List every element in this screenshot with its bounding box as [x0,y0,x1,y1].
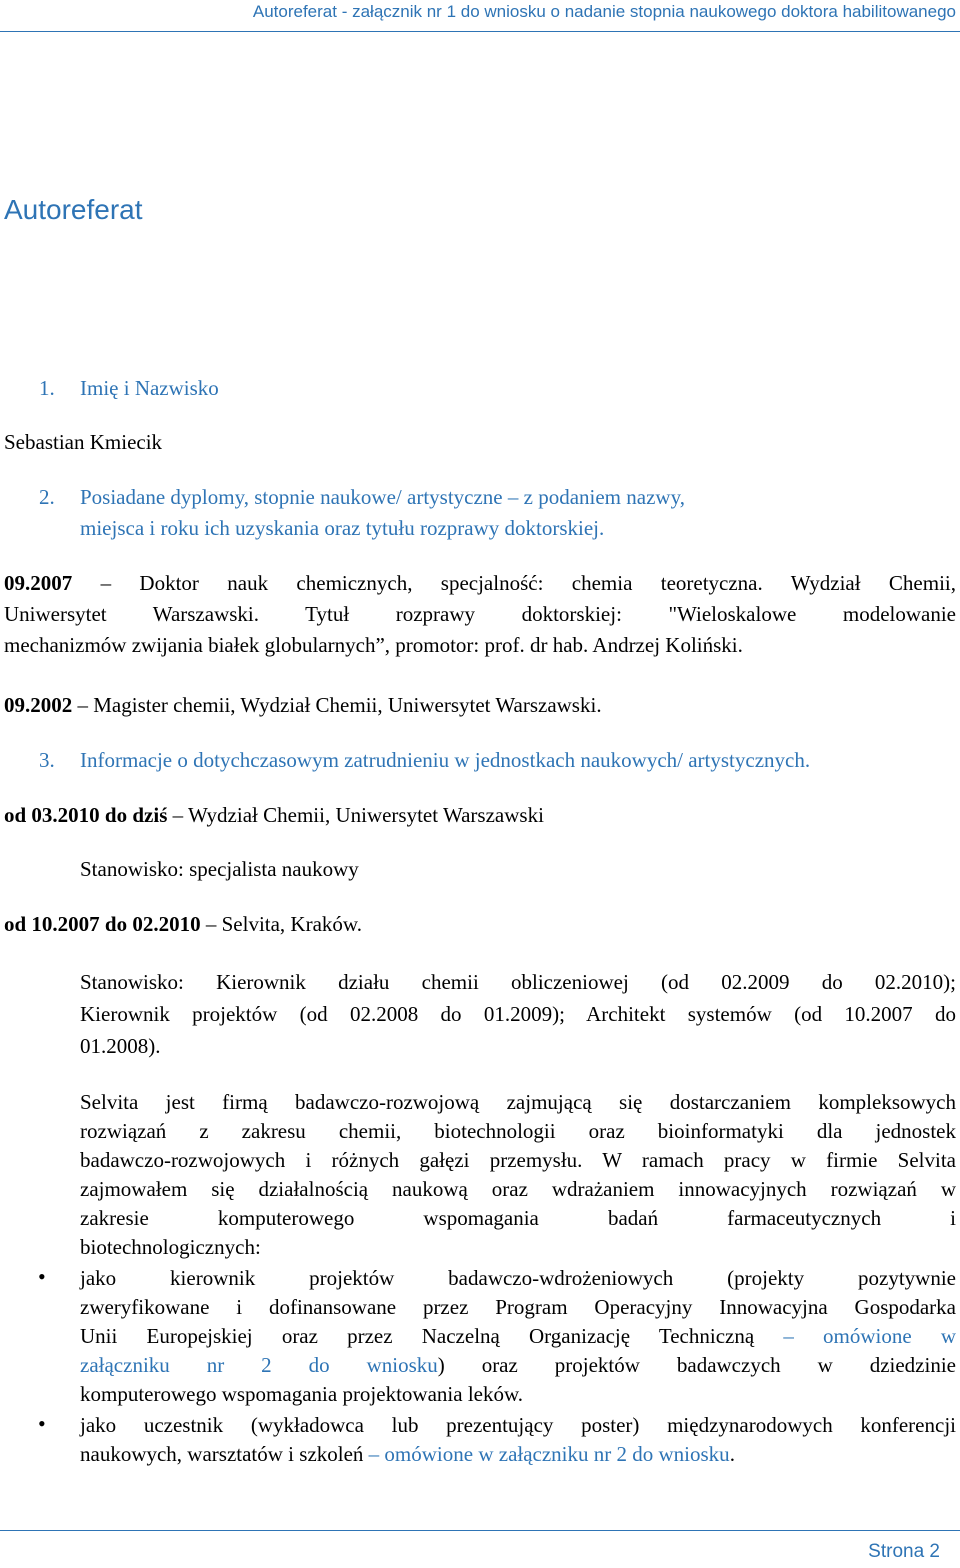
attachment-reference-1a: – omówione w [783,1324,957,1348]
selvita-line5: zakresie komputerowego wspomagania badań farmaceutycznych i [80,1206,956,1230]
bullet-1-line2: zweryfikowane i dofinansowane przez Program Operacyjny Innowacyjna Gospodarka [80,1295,956,1319]
bullet-item-1 [80,1264,956,1409]
bullet-1-line3-text: Unii Europejskiej oraz przez Naczelną Organizację Techniczną [80,1324,784,1348]
phd-entry [4,568,956,661]
bullet-1-line4 [80,1351,956,1380]
bullet-2-line2-text: naukowych, warsztatów i szkoleń [80,1442,369,1466]
bullet-2-line1: jako uczestnik (wykładowca lub prezentujący poster) międzynarodowych konferencji [80,1413,956,1437]
job-2-employer: – Selvita, Kraków. [200,912,362,936]
attachment-reference-2: – omówione w załączniku nr 2 do wniosku [368,1442,730,1466]
section-1-title: Imię i Nazwisko [80,376,219,400]
section-2-heading [0,482,960,544]
selvita-line4: zajmowałem się działalnością naukową oraz wdrażaniem innowacyjnych rozwiązań w [80,1177,956,1201]
section-3-title: Informacje o dotychczasowym zatrudnieniu w jednostkach naukowych/ artystycznych. [80,748,811,772]
bullet-2-line2 [80,1440,956,1469]
job-2-period: od 10.2007 do 02.2010 [4,912,201,936]
bullet-1-line3 [80,1322,956,1351]
bullet-icon: • [38,1411,46,1436]
phd-line2: Uniwersytet Warszawski. Tytuł rozprawy doktorskiej: "Wieloskalowe modelowanie [4,602,956,626]
job-2-position-line3: 01.2008). [80,1034,161,1058]
job-1-period: od 03.2010 do dziś [4,803,168,827]
bullet-1-line1: jako kierownik projektów badawczo-wdrożeniowych (projekty pozytywnie [80,1266,956,1290]
msc-date: 09.2002 [4,693,73,717]
bullet-2-line2-end: . [729,1442,735,1466]
phd-line1 [4,568,956,599]
attachment-reference-1b: załączniku nr 2 do wniosku [80,1353,438,1377]
page-header: Autoreferat - załącznik nr 1 do wniosku o nadanie stopnia naukowego doktora habilitowanego [252,2,956,21]
person-name: Sebastian Kmiecik [4,430,163,454]
document-title: Autoreferat [4,194,143,225]
selvita-line2: rozwiązań z zakresu chemii, biotechnologii oraz bioinformatyki dla jednostek [80,1119,956,1143]
selvita-line6: biotechnologicznych: [80,1235,261,1259]
bullet-1-line5: komputerowego wspomagania projektowania leków. [80,1382,524,1406]
job-1-employer: – Wydział Chemii, Uniwersytet Warszawski [167,803,544,827]
job-2-position-line2: Kierownik projektów (od 02.2008 do 01.2009); Architekt systemów (od 10.2007 do [80,1002,956,1026]
section-2-title-line1: Posiadane dyplomy, stopnie naukowe/ artystyczne – z podaniem nazwy, [80,485,685,509]
phd-line3: mechanizmów zwijania białek globularnych”, promotor: prof. dr hab. Andrzej Koliński. [4,633,743,657]
job-1-line [4,800,544,831]
section-2-title-line2: miejsca i roku ich uzyskania oraz tytułu rozprawy doktorskiej. [80,516,605,540]
selvita-description [80,1088,956,1262]
header-divider [0,31,960,32]
job-2-position-line1: Stanowisko: Kierownik działu chemii obliczeniowej (od 02.2009 do 02.2010); [80,970,956,994]
phd-date: 09.2007 [4,571,73,595]
page-number: Strona 2 [868,1541,940,1562]
selvita-line3: badawczo-rozwojowych i różnych gałęzi przemysłu. W ramach pracy w firmie Selvita [80,1148,956,1172]
section-3-number: 3. [39,748,55,772]
job-2-line [4,909,362,940]
bullet-icon: • [38,1264,46,1289]
msc-text: – Magister chemii, Wydział Chemii, Uniwersytet Warszawski. [72,693,602,717]
bullet-1-line4-text: ) oraz projektów badawczych w dziedzinie [437,1353,956,1377]
job-2-position [80,966,956,1062]
job-1-position: Stanowisko: specjalista naukowy [80,857,359,881]
section-2-number: 2. [39,485,55,509]
msc-entry [4,690,602,721]
section-1-number: 1. [39,376,55,400]
footer-divider [0,1530,960,1531]
bullet-item-2 [80,1411,956,1469]
phd-line1-text: – Doktor nauk chemicznych, specjalność: chemia teoretyczna. Wydział Chemii, [72,571,956,595]
selvita-line1: Selvita jest firmą badawczo-rozwojową zajmującą się dostarczaniem kompleksowych [80,1090,956,1114]
